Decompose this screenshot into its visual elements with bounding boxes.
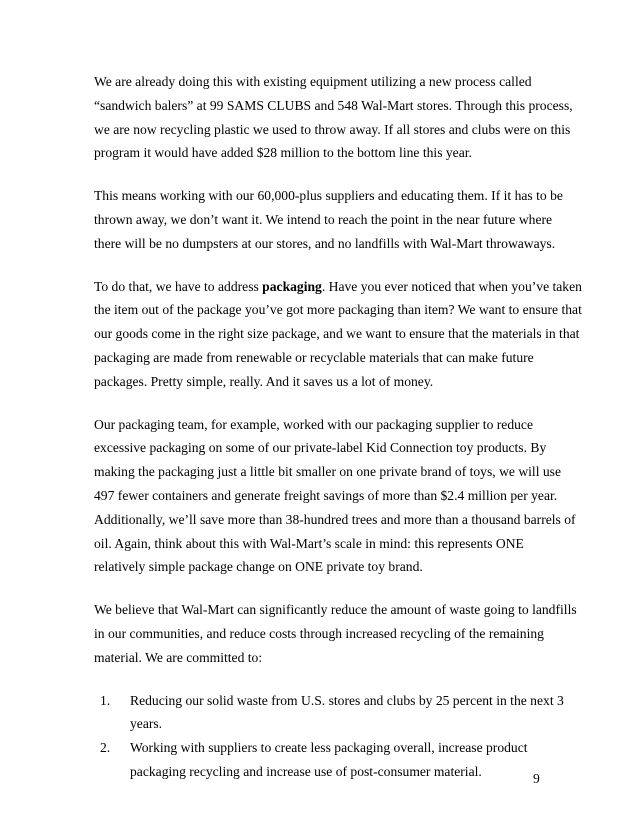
text-line: relatively simple package change on ONE private toy brand. [94,559,423,575]
commitments-list [94,689,564,784]
text-line: our goods come in the right size package, and we want to ensure that the materials in that [94,326,580,342]
text-segment: To do that, we have to address [94,278,263,294]
text-line: oil. Again, think about this with Wal-Mart’s scale in mind: this represents ONE [94,535,524,551]
document-body [94,70,582,784]
page-number: 9 [533,771,540,786]
paragraph-sandwich-balers [94,70,573,165]
text-segment: . Have you ever noticed that when you’ve taken [321,278,582,294]
text-line [94,275,582,299]
text-line: thrown away, we don’t want it. We intend to reach the point in the near future where [94,211,553,227]
text-line: years. [130,716,163,732]
text-line: the item out of the package you’ve got more packaging than item? We want to ensure that [94,302,582,318]
text-line: material. We are committed to: [94,649,263,665]
text-line: We believe that Wal-Mart can significantly reduce the amount of waste going to landfills [94,602,577,618]
text-line: Working with suppliers to create less packaging overall, increase product [130,740,528,756]
text-line: We are already doing this with existing equipment utilizing a new process called [94,74,532,89]
text-line: making the packaging just a little bit smaller on one private brand of toys, we will use [94,464,561,480]
text-line: there will be no dumpsters at our stores, and no landfills with Wal-Mart throwaways. [94,235,556,251]
text-line: Reducing our solid waste from U.S. stores and clubs by 25 percent in the next 3 [130,692,564,708]
text-line: This means working with our 60,000-plus suppliers and educating them. If it has to be [94,188,563,204]
text-line: we are now recycling plastic we used to throw away. If all stores and clubs were on this [94,121,571,137]
paragraph-packaging-team [94,413,576,580]
paragraph-suppliers [94,184,563,255]
text-line: excessive packaging on some of our private-label Kid Connection toy products. By [94,440,547,456]
list-item [94,689,564,737]
list-item-number: 1. [100,692,111,708]
text-line: packaging recycling and increase use of post-consumer material. [130,763,482,779]
paragraph-commitment [94,598,577,669]
text-line: packages. Pretty simple, really. And it saves us a lot of money. [94,373,434,389]
text-line: Our packaging team, for example, worked with our packaging supplier to reduce [94,416,534,432]
text-line: Additionally, we’ll save more than 38-hundred trees and more than a thousand barrels of [94,511,576,527]
text-line: in our communities, and reduce costs through increased recycling of the remaining [94,625,544,641]
bold-keyword-packaging: packaging [262,278,322,294]
paragraph-packaging [94,275,582,394]
text-line: 497 fewer containers and generate freight savings of more than $2.4 million per year. [94,487,558,503]
text-line: “sandwich balers” at 99 SAMS CLUBS and 548 Wal-Mart stores. Through this process, [94,97,573,113]
list-item [94,736,554,784]
list-item-number: 2. [100,740,111,756]
text-line: program it would have added $28 million to the bottom line this year. [94,145,472,161]
text-line: packaging are made from renewable or recyclable materials that can make future [94,349,534,365]
